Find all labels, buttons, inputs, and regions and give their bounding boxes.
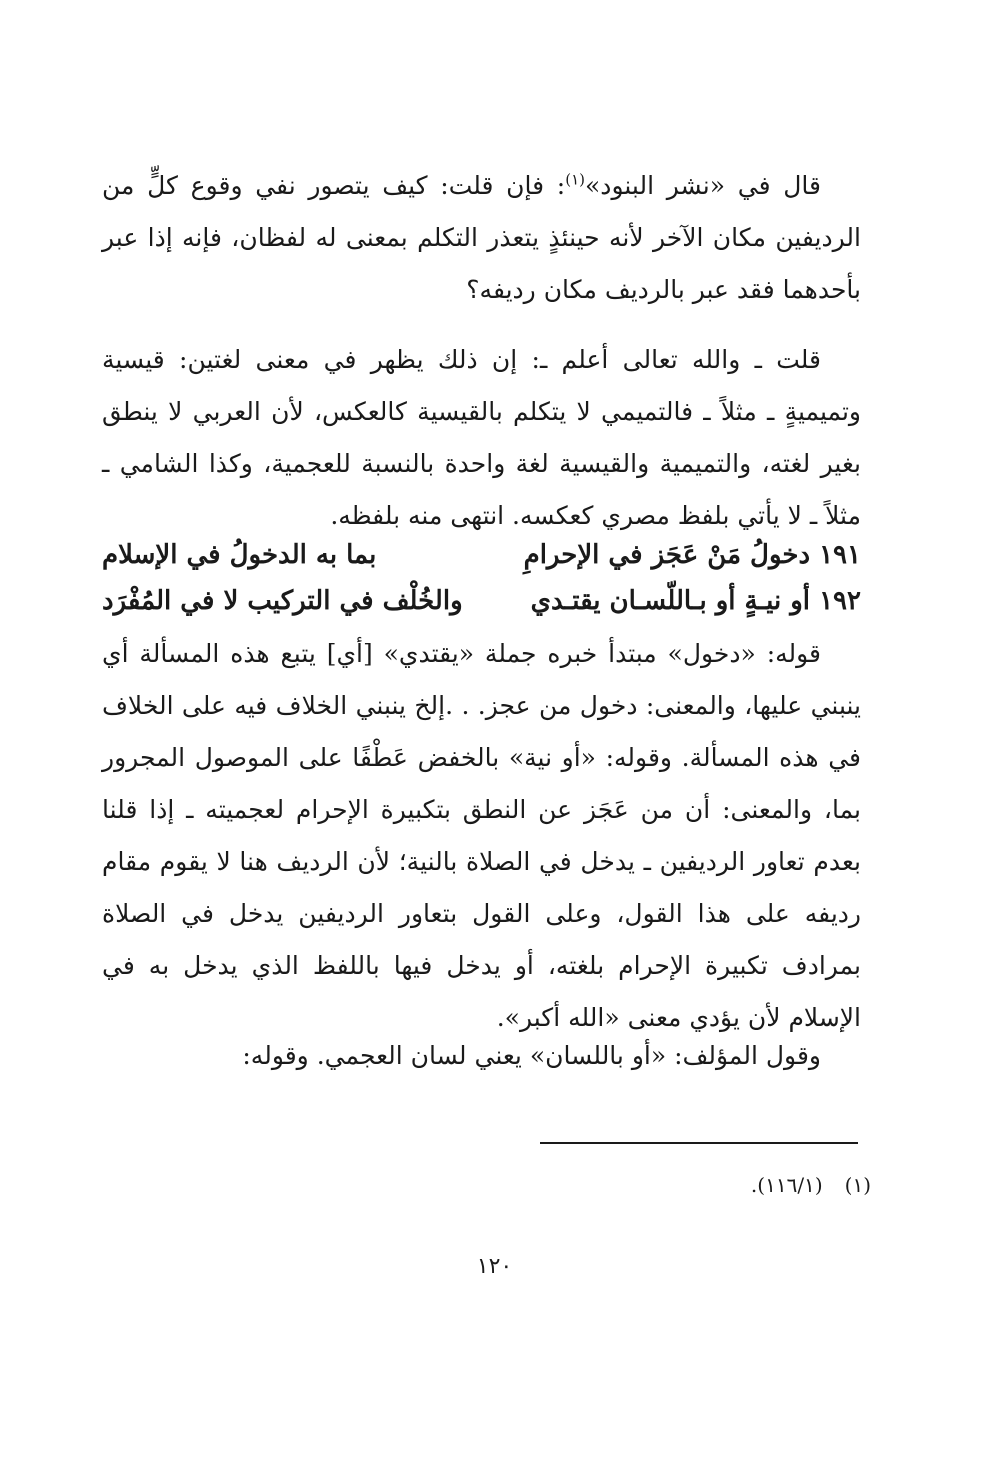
- footnote-marker: (١): [565, 170, 586, 189]
- page-number: ١٢٠: [476, 1254, 513, 1279]
- verse-192-first-half: [531, 578, 861, 624]
- paragraph-answer: [102, 334, 861, 542]
- paragraph-1-start: قال في «نشر البنود»: [585, 171, 821, 200]
- verse-hemistich: والخُلْف في التركيب لا في المُفْرَد: [102, 586, 463, 616]
- paragraph-nashr-al-bunud: [102, 160, 861, 316]
- paragraph-4-text: وقول المؤلف: «أو باللسان» يعني لسان العجمي. وقوله:: [242, 1041, 821, 1070]
- verse-191-first-half: [524, 532, 861, 578]
- paragraph-author-saying: [102, 1030, 861, 1082]
- footnote: [751, 1170, 871, 1200]
- verse-192: [102, 578, 861, 624]
- footnote-number: (١): [844, 1173, 871, 1197]
- verse-number: ١٩٢: [819, 586, 861, 616]
- paragraph-commentary: [102, 628, 861, 1044]
- verse-191: [102, 532, 861, 578]
- verse-hemistich: أو نيـةٍ أو بـاللّسـان يقتـدي: [530, 586, 811, 616]
- paragraph-3-text: قوله: «دخول» مبتدأ خبره جملة «يقتدي» [أي] يتبع هذه المسألة أي ينبني عليها، والمعنى: دخول من عجز. . .إلخ ينبني الخلاف فيه على الخلاف في هذه المسألة. وقوله: «أو نية» بالخفض عَطْفًا على الموصول المجرور بما، والمعنى: أن من عَجَز عن النطق بتكبيرة الإحرام لعجميته ـ إذا قلنا بعدم تعاور الرديفين ـ يدخل في الصلاة بالنية؛ لأن الرديف هنا لا يقوم مقام رديفه على هذا القول، وعلى القول بتعاور الرديفين يدخل في الصلاة بمرادف تكبيرة الإحرام بلغته، أو يدخل فيها باللفظ الذي يدخل به في الإسلام لأن يؤدي معنى «الله أكبر».: [102, 639, 861, 1032]
- paragraph-1-rest: : فإن قلت: كيف يتصور نفي وقوع كلٍّ من الرديفين مكان الآخر لأنه حينئذٍ يتعذر التكلم بمعنى له لفظان، فإنه إذا عبر بأحدهما فقد عبر بالرديف مكان رديفه؟: [102, 171, 861, 304]
- paragraph-2-text: قلت ـ والله تعالى أعلم ـ: إن ذلك يظهر في معنى لغتين: قيسية وتميميةٍ ـ مثلاً ـ فالتميمي لا يتكلم بالقيسية كالعكس، لأن العربي لا ينطق بغير لغته، والتميمية والقيسية لغة واحدة بالنسبة للعجمية، وكذا الشامي ـ مثلاً ـ لا يأتي بلفظ مصري كعكسه. انتهى منه بلفظه.: [102, 345, 861, 530]
- verse-hemistich: دخولُ مَنْ عَجَز في الإحرامِ: [523, 540, 811, 570]
- footnote-text: (١١٦/١).: [750, 1173, 823, 1197]
- verse-hemistich: بما به الدخولُ في الإسلام: [102, 540, 377, 570]
- footnote-separator: [540, 1142, 858, 1144]
- verse-number: ١٩١: [819, 540, 861, 570]
